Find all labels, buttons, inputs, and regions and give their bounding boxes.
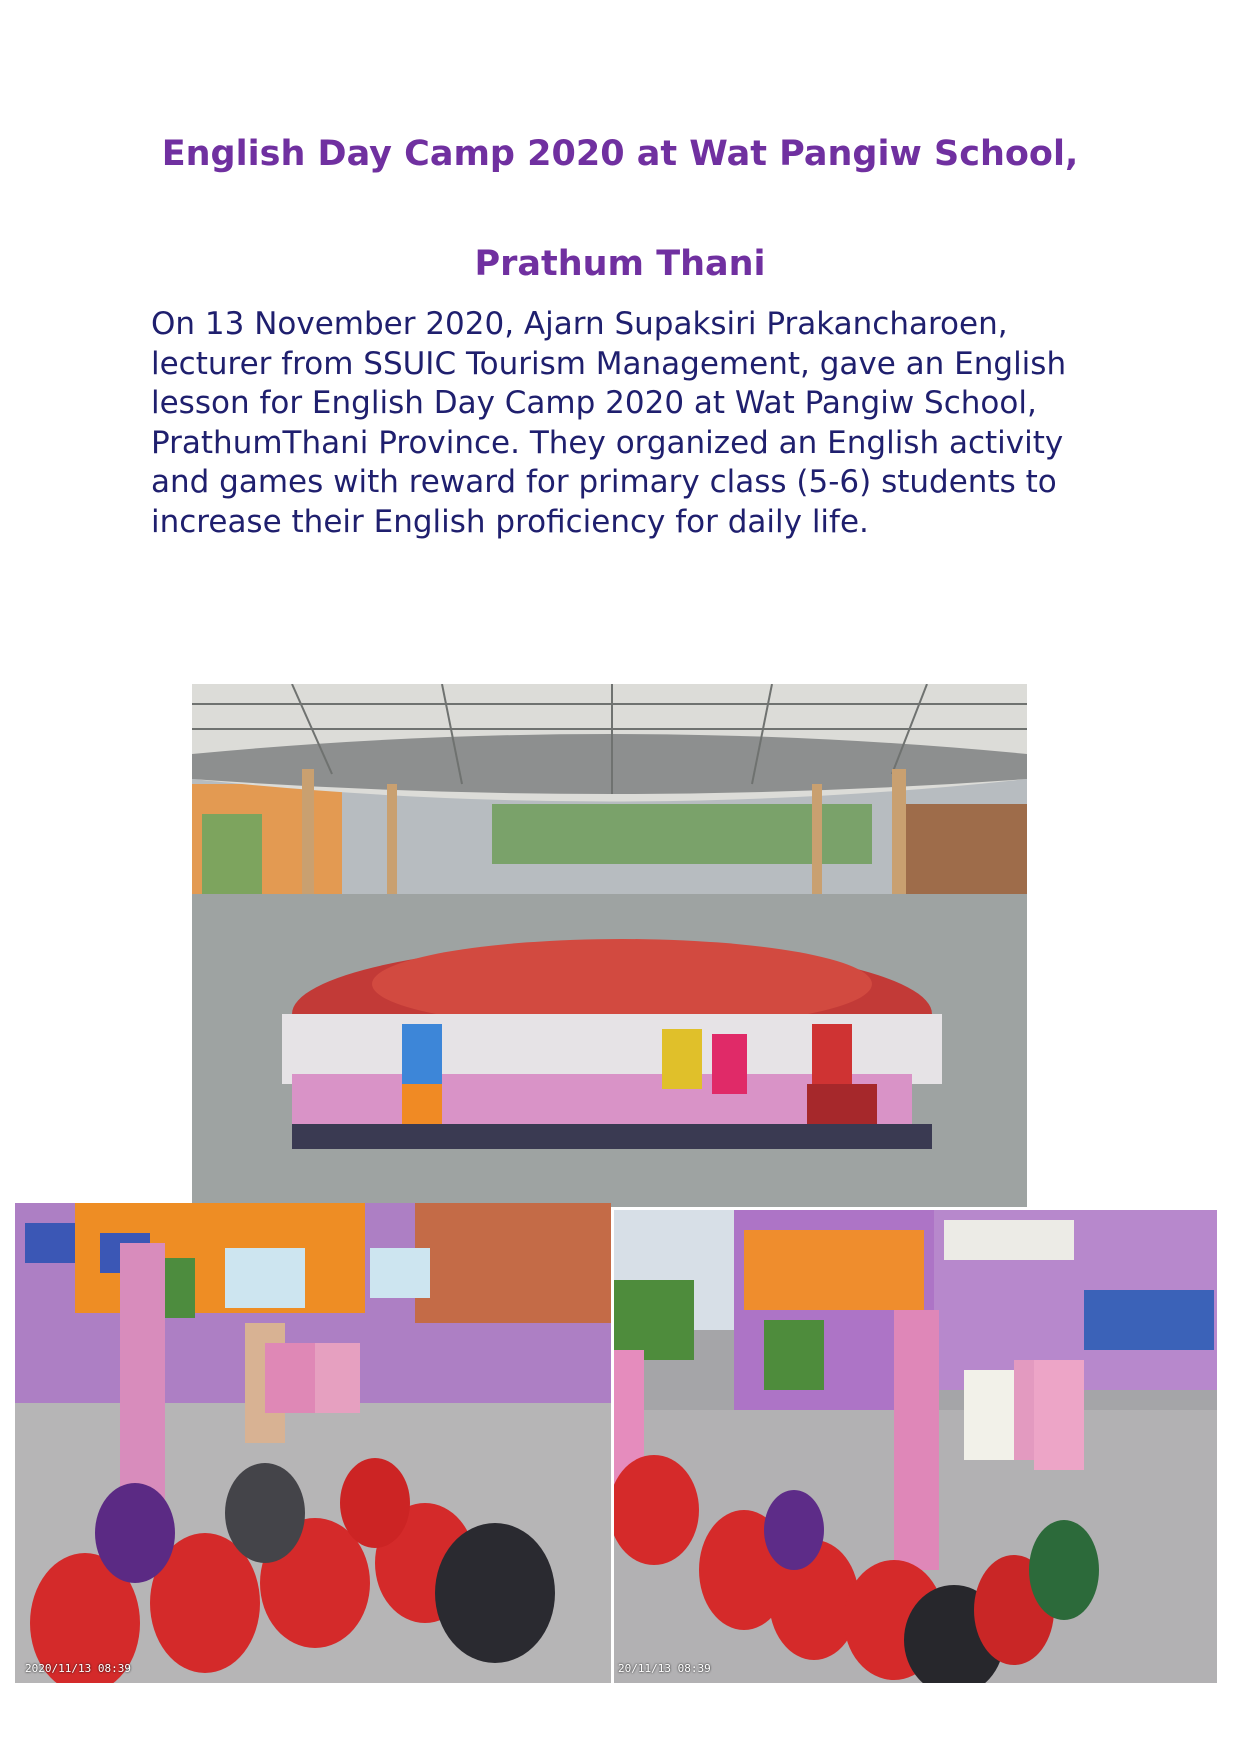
photo-timestamp: 20/11/13 08:39 — [618, 1662, 711, 1675]
activity-photo-left — [15, 1203, 611, 1683]
group-photo — [192, 684, 1027, 1207]
page-title: English Day Camp 2020 at Wat Pangiw School, — [161, 134, 1079, 174]
page-subtitle: Prathum Thani — [474, 244, 766, 284]
activity-photo-right — [614, 1210, 1217, 1683]
photo-timestamp: 2020/11/13 08:39 — [25, 1662, 131, 1675]
article-body: On 13 November 2020, Ajarn Supaksiri Prakancharoen, lecturer from SSUIC Tourism Management, gave an English lesson for English Day Camp 2020 at Wat Pangiw School, PrathumThani Province. They organized an English activity and games with reward for primary class (5-6) students to increase their English proficiency for daily life. — [151, 306, 1067, 540]
